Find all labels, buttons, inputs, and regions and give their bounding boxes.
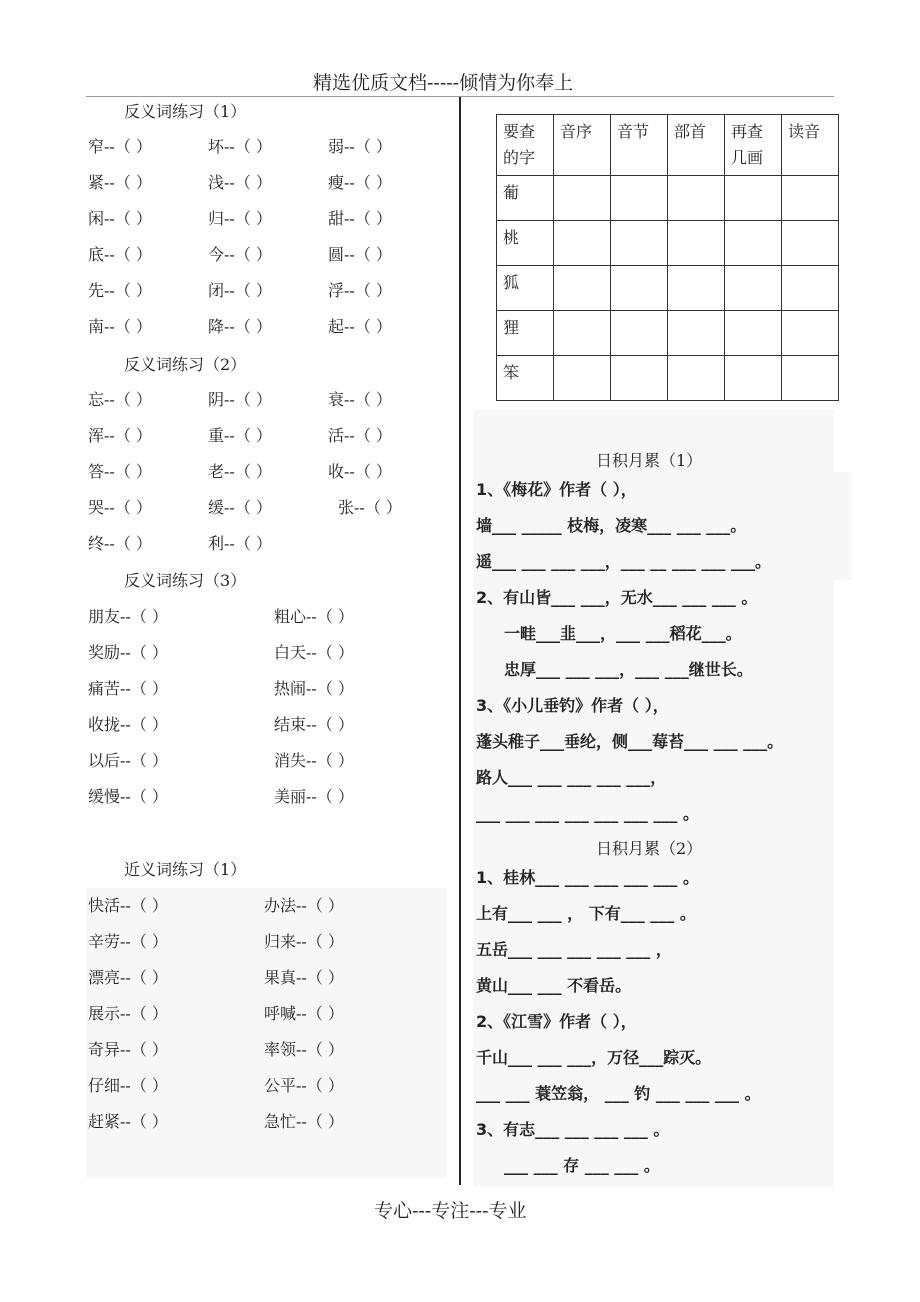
poem-line: 墙___ _____ 枝梅，凌寒___ ___ ___。 [476, 516, 747, 535]
exercise-item: 辛劳--（ ） [88, 932, 168, 951]
exercise-item: 率领--（ ） [264, 1040, 344, 1059]
exercise-item: 忘--（ ） [88, 390, 152, 409]
exercise-item: 赶紧--（ ） [88, 1112, 168, 1131]
poem-line: ___ ___ 存 ___ ___ 。 [504, 1156, 660, 1175]
page-footer: 专心---专注---专业 [374, 1200, 527, 1222]
exercise-item: 浮--（ ） [328, 281, 392, 300]
poem-line: 忠厚___ ___ ___，___ ___继世长。 [504, 660, 753, 679]
header-cell: 读音 [782, 115, 839, 176]
char-cell: 桃 [497, 221, 554, 266]
fan3-title: 反义词练习（3） [124, 571, 247, 590]
exercise-item: 哭--（ ） [88, 498, 152, 517]
exercise-item: 阴--（ ） [208, 390, 272, 409]
table-row [497, 221, 839, 266]
exercise-item: 老--（ ） [208, 462, 272, 481]
header-cell: 再查 几画 [725, 115, 782, 176]
poem-line: 遥___ ___ ___ ___，___ __ ___ ___ ___。 [476, 552, 771, 571]
fan2-title: 反义词练习（2） [124, 355, 247, 374]
exercise-item: 圆--（ ） [328, 245, 392, 264]
exercise-item: 痛苦--（ ） [88, 679, 168, 698]
poem-line: 上有___ ___ ， 下有___ ___ 。 [476, 904, 696, 923]
exercise-item: 张--（ ） [338, 498, 402, 517]
exercise-item: 紧--（ ） [88, 173, 152, 192]
poem-line: 五岳___ ___ ___ ___ ___ ， [476, 940, 672, 959]
exercise-item: 瘦--（ ） [328, 173, 392, 192]
exercise-item: 白天--（ ） [274, 643, 354, 662]
poem-line: 蓬头稚子___垂纶，侧___莓苔___ ___ ___。 [476, 732, 784, 751]
poem-line: 2、有山皆___ ___，无水___ ___ ___ 。 [476, 588, 758, 607]
exercise-item: 快活--（ ） [88, 896, 168, 915]
fan1-title: 反义词练习（1） [124, 102, 247, 121]
exercise-item: 结束--（ ） [274, 715, 354, 734]
exercise-item: 窄--（ ） [88, 137, 152, 156]
rjyl1-title: 日积月累（1） [596, 451, 703, 470]
exercise-item: 归--（ ） [208, 209, 272, 228]
exercise-item: 办法--（ ） [264, 896, 344, 915]
exercise-item: 闲--（ ） [88, 209, 152, 228]
header-cell: 要查 的字 [497, 115, 554, 176]
exercise-item: 先--（ ） [88, 281, 152, 300]
exercise-item: 收拢--（ ） [88, 715, 168, 734]
column-divider [459, 97, 461, 1185]
exercise-item: 甜--（ ） [328, 209, 392, 228]
dictionary-lookup-table [496, 114, 839, 401]
exercise-item: 南--（ ） [88, 317, 152, 336]
exercise-item: 粗心--（ ） [274, 607, 354, 626]
exercise-item: 热闹--（ ） [274, 679, 354, 698]
exercise-item: 活--（ ） [328, 426, 392, 445]
rjyl2-title: 日积月累（2） [596, 839, 703, 858]
exercise-item: 闭--（ ） [208, 281, 272, 300]
exercise-item: 以后--（ ） [88, 751, 168, 770]
exercise-item: 朋友--（ ） [88, 607, 168, 626]
poem-line: 黄山___ ___ 不看岳。 [476, 976, 632, 995]
exercise-item: 起--（ ） [328, 317, 392, 336]
exercise-item: 公平--（ ） [264, 1076, 344, 1095]
exercise-item: 美丽--（ ） [274, 787, 354, 806]
exercise-item: 终--（ ） [88, 534, 152, 553]
char-cell: 葡 [497, 176, 554, 221]
exercise-item: 重--（ ） [208, 426, 272, 445]
poem-line: 千山___ ___ ___，万径___踪灭。 [476, 1048, 712, 1067]
poem-line: 1、桂林___ ___ ___ ___ ___ 。 [476, 868, 699, 887]
exercise-item: 今--（ ） [208, 245, 272, 264]
exercise-item: 衰--（ ） [328, 390, 392, 409]
exercise-item: 答--（ ） [88, 462, 152, 481]
table-row [497, 176, 839, 221]
exercise-item: 利--（ ） [208, 534, 272, 553]
poem-line: 3、有志___ ___ ___ ___ 。 [476, 1120, 670, 1139]
exercise-item: 仔细--（ ） [88, 1076, 168, 1095]
table-row [497, 356, 839, 401]
exercise-item: 奇异--（ ） [88, 1040, 168, 1059]
exercise-item: 急忙--（ ） [264, 1112, 344, 1131]
poem-line: 3、《小儿垂钓》作者（ ）， [476, 696, 669, 715]
exercise-item: 奖励--（ ） [88, 643, 168, 662]
exercise-item: 浑--（ ） [88, 426, 152, 445]
page-header: 精选优质文档-----倾情为你奉上 [313, 72, 574, 94]
poem-line: 1、《梅花》作者（ ）， [476, 480, 637, 499]
table-row [497, 311, 839, 356]
table-row [497, 266, 839, 311]
char-cell: 笨 [497, 356, 554, 401]
exercise-item: 漂亮--（ ） [88, 968, 168, 987]
exercise-item: 缓慢--（ ） [88, 787, 168, 806]
poem-line: ___ ___ ___ ___ ___ ___ ___ 。 [476, 804, 699, 823]
exercise-item: 坏--（ ） [208, 137, 272, 156]
char-cell: 狐 [497, 266, 554, 311]
exercise-item: 果真--（ ） [264, 968, 344, 987]
jin1-title: 近义词练习（1） [124, 860, 247, 879]
exercise-item: 展示--（ ） [88, 1004, 168, 1023]
exercise-item: 降--（ ） [208, 317, 272, 336]
exercise-item: 缓--（ ） [208, 498, 272, 517]
char-cell: 狸 [497, 311, 554, 356]
poem-line: 一畦___韭___，___ ___稻花___。 [504, 624, 742, 643]
header-cell: 音序 [554, 115, 611, 176]
table-header-row [497, 115, 839, 176]
exercise-item: 弱--（ ） [328, 137, 392, 156]
exercise-item: 浅--（ ） [208, 173, 272, 192]
exercise-item: 呼喊--（ ） [264, 1004, 344, 1023]
poem-line: 2、《江雪》作者（ ）， [476, 1012, 637, 1031]
header-cell: 部首 [668, 115, 725, 176]
poem-line: ___ ___ 蓑笠翁， ___ 钓 ___ ___ ___ 。 [476, 1084, 761, 1103]
exercise-item: 归来--（ ） [264, 932, 344, 951]
exercise-item: 收--（ ） [328, 462, 392, 481]
exercise-item: 消失--（ ） [274, 751, 354, 770]
exercise-item: 底--（ ） [88, 245, 152, 264]
header-cell: 音节 [611, 115, 668, 176]
poem-line: 路人___ ___ ___ ___ ___， [476, 768, 667, 787]
